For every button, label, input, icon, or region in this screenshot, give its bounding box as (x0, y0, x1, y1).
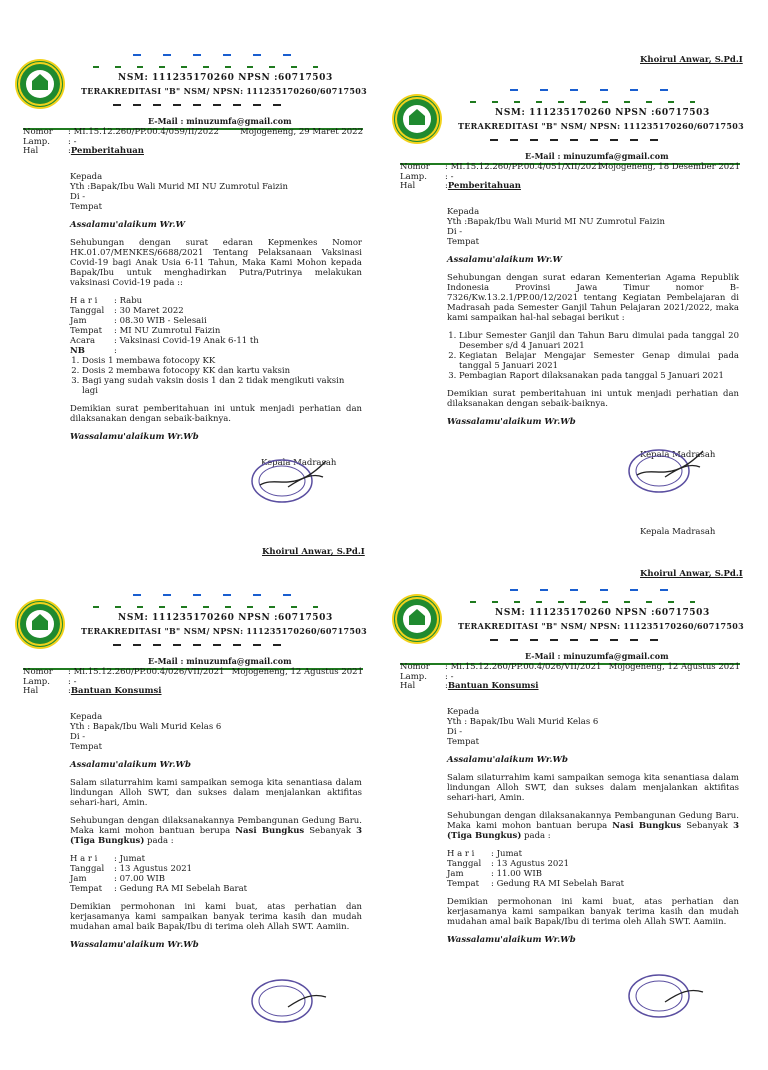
nomor-label: Nomor (400, 662, 430, 672)
di: Di - (70, 732, 86, 742)
lamp-value: : - (68, 676, 77, 687)
detail-value: : 11.00 WIB (491, 869, 542, 879)
yth: Yth : Bapak/Ibu Wali Murid Kelas 6 (447, 717, 599, 727)
nomor-value: : MI.15.12.260/PP.00.4/051/XII/2021 (445, 162, 603, 172)
detail-value: : Gedung RA MI Sebelah Barat (491, 879, 625, 889)
penutup: Demikian permohonan ini kami buat, atas perhatian dan kerjasamanya kami sampaikan banyak terima kasih dan mudah mudahan amal baik Bapak/Ibu di terima oleh Allah SWT. Aamiin. (447, 897, 739, 927)
detail-row (70, 336, 362, 346)
hal-value: Pemberitahuan (447, 181, 521, 191)
yth: Yth : Bapak/Ibu Wali Murid Kelas 6 (70, 722, 222, 732)
decorative-dash-line (470, 599, 695, 605)
nomor-label: Nomor (23, 667, 53, 677)
paragraph-1: Sehubungan dengan surat edaran Kepmenkes Nomor HK.01.07/MENKES/6688/2021 Tentang Pelaksanaan Vaksinasi Covid-19 bagi Anak Usia 6-11 Tahun, Maka Kami Mohon kepada Bapak/Ibu untuk menghadirkan Putra/Putrinya melakukan vaksinasi Covid-19 pada :: (70, 238, 362, 288)
paragraph-2 (447, 811, 739, 841)
decorative-dash-line (93, 604, 318, 610)
detail-value: : 30 Maret 2022 (114, 306, 184, 316)
detail-value: : 13 Agustus 2021 (491, 859, 570, 869)
decorative-dash-line (470, 87, 695, 93)
wassalam: Wassalamu'alaikum Wr.Wb (447, 935, 576, 945)
detail-row (447, 849, 739, 859)
detail-value: : Jumat (491, 849, 522, 859)
detail-key: NB (70, 346, 85, 356)
header-akreditasi: TERAKREDITASI "B" NSM/ NPSN: 111235170260/60717503 (81, 626, 367, 636)
para2-nasi-bungkus: Nasi Bungkus (235, 826, 305, 836)
list-item: 1. Libur Semester Ganjil dan Tahun Baru dimulai pada tanggal 20 Desember s/d 4 Januari 2021 (459, 331, 739, 351)
header-nsm: NSM: 111235170260 NPSN :60717503 (495, 608, 710, 618)
event-details (70, 854, 362, 894)
header-nsm: NSM: 111235170260 NPSN :60717503 (495, 108, 710, 118)
detail-value: : Rabu (114, 296, 143, 306)
event-details (70, 296, 362, 356)
detail-row (70, 296, 362, 306)
wassalam: Wassalamu'alaikum Wr.Wb (70, 940, 199, 950)
letter-vaksinasi (8, 40, 367, 530)
letter-body (70, 712, 362, 958)
hal-label: Hal (23, 686, 39, 696)
para2-part-c: Sebanyak (681, 821, 734, 831)
header-email: E-Mail : minuzumfa@gmail.com (148, 656, 292, 666)
decorative-dash-line (93, 64, 318, 70)
letter-body (70, 172, 362, 450)
tempat: Tempat (447, 237, 480, 247)
kepala-label-right: Kepala Madrasah (640, 527, 716, 537)
hal-prefix: : (445, 681, 448, 691)
para2-nasi-bungkus: Nasi Bungkus (612, 821, 682, 831)
stamp-signature (248, 975, 328, 1025)
header-nsm: NSM: 111235170260 NPSN :60717503 (118, 73, 333, 83)
nomor-value: : Mi.15.12.260/PP.00.4/026/VII/2021 (68, 667, 225, 677)
stamp-signature (625, 970, 705, 1020)
hal-label: Hal (400, 181, 416, 191)
header-email: E-Mail : minuzumfa@gmail.com (148, 116, 292, 126)
penutup: Demikian surat pemberitahuan ini untuk menjadi perhatian dan dilaksanakan dengan sebaik-baiknya. (447, 389, 739, 409)
letter-date: Mojogeneng, 29 Maret 2022 (239, 127, 363, 137)
nomor-value: : MI.15.12.260/PP.00.4/059/II/2022 (68, 127, 219, 137)
list-item: 2. Dosis 2 membawa fotocopy KK dan kartu vaksin (82, 366, 362, 376)
school-logo (14, 598, 66, 650)
detail-key: H a r i (70, 296, 98, 306)
letter-date: Mojogeneng, 12 Agustus 2021 (231, 667, 363, 677)
nomor-label: Nomor (400, 162, 430, 172)
letter-body (447, 207, 739, 435)
salam: Assalamu'alaikum Wr.W (70, 220, 186, 230)
detail-key: Jam (70, 874, 87, 884)
hal-label: Hal (400, 681, 416, 691)
header-email: E-Mail : minuzumfa@gmail.com (525, 651, 669, 661)
detail-key: H a r i (447, 849, 475, 859)
salam: Assalamu'alaikum Wr.Wb (447, 755, 568, 765)
detail-row (70, 874, 362, 884)
kepada: Kepada (70, 172, 103, 182)
kepada: Kepada (447, 207, 480, 217)
paragraph-1: Salam silaturrahim kami sampaikan semoga kita senantiasa dalam lindungan Alloh SWT, dan sukses dalam menjalankan aktifitas sehari-hari, Amin. (70, 778, 362, 808)
detail-value: : (114, 346, 117, 356)
di: Di - (447, 227, 463, 237)
hal-value: Pemberitahuan (70, 146, 144, 156)
list-item: 2. Kegiatan Belajar Mengajar Semester Genap dimulai pada tanggal 5 Januari 2021 (459, 351, 739, 371)
lamp-label: Lamp. (400, 671, 427, 682)
para2-part-c: Sebanyak (304, 826, 357, 836)
para2-part-a: Sehubungan dengan dilaksanakannya Pembangunan Gedung Baru. Maka kami mohon bantuan berupa (447, 811, 739, 831)
list-item: 3. Bagi yang sudah vaksin dosis 1 dan 2 tidak mengikuti vaksin lagi (82, 376, 362, 396)
header-nsm: NSM: 111235170260 NPSN :60717503 (118, 613, 333, 623)
list-item: 1. Dosis 1 membawa fotocopy KK (82, 356, 362, 366)
list-item: 3. Pembagian Raport dilaksanakan pada tanggal 5 Januari 2021 (459, 371, 739, 381)
detail-key: Tempat (447, 879, 480, 889)
paragraph-1: Sehubungan dengan surat edaran Kementerian Agama Republik Indonesia Provinsi Jawa Timur nomor B-7326/Kw.13.2.1/PP.00/12/2021 tentang Kegiatan Pembelajaran di Madrasah pada Semester Ganjil Tahun Pelajaran 2021/2022, maka kami sampaikan hal-hal sebagai berikut : (447, 273, 739, 323)
hal-value: Bantuan Konsumsi (70, 686, 162, 696)
di: Di - (70, 192, 86, 202)
detail-value: : Vaksinasi Covid-19 Anak 6-11 th (114, 336, 259, 346)
detail-key: Tanggal (447, 859, 482, 869)
detail-key: Tanggal (70, 864, 105, 874)
hal-prefix: : (68, 686, 71, 696)
detail-row (447, 859, 739, 869)
detail-row (70, 884, 362, 894)
tempat: Tempat (70, 202, 103, 212)
decorative-dash-line (470, 587, 695, 593)
detail-value: : 07.00 WIB (114, 874, 165, 884)
para2-part-e: pada : (521, 831, 551, 841)
school-logo (14, 58, 66, 110)
letter-body (447, 707, 739, 953)
detail-row (70, 326, 362, 336)
tempat: Tempat (447, 737, 480, 747)
header-akreditasi: TERAKREDITASI "B" NSM/ NPSN: 111235170260/60717503 (458, 621, 744, 631)
school-logo (391, 593, 443, 645)
detail-value: : MI NU Zumrotul Faizin (114, 326, 221, 336)
letter-libur-semester (385, 75, 744, 565)
announcement-list (447, 331, 739, 381)
yth: Yth :Bapak/Ibu Wali Murid MI NU Zumrotul Faizin (70, 182, 288, 192)
decorative-dash-line (93, 642, 318, 648)
detail-key: Tempat (70, 884, 103, 894)
lamp-label: Lamp. (400, 171, 427, 182)
letter-bantuan-konsumsi-2 (385, 575, 744, 1065)
nb-list (70, 356, 362, 396)
detail-value: : 13 Agustus 2021 (114, 864, 193, 874)
decorative-dash-line (93, 592, 318, 598)
detail-key: H a r i (70, 854, 98, 864)
salam: Assalamu'alaikum Wr.W (447, 255, 563, 265)
detail-row (70, 864, 362, 874)
signer-name-mid-right: Khoirul Anwar, S.Pd.I (640, 569, 743, 579)
header-akreditasi: TERAKREDITASI "B" NSM/ NPSN: 111235170260/60717503 (458, 121, 744, 131)
detail-key: Tempat (70, 326, 103, 336)
detail-row (70, 854, 362, 864)
penutup: Demikian surat pemberitahuan ini untuk menjadi perhatian dan dilaksanakan dengan sebaik-baiknya. (70, 404, 362, 424)
salam: Assalamu'alaikum Wr.Wb (70, 760, 191, 770)
letter-date: Mojogeneng, 18 Desember 2021 (599, 162, 740, 172)
stamp-signature (248, 455, 328, 505)
detail-row (70, 346, 362, 356)
letter-date: Mojogeneng, 12 Agustus 2021 (608, 662, 740, 672)
detail-key: Jam (447, 869, 464, 879)
kepada: Kepada (70, 712, 103, 722)
detail-key: Acara (70, 336, 96, 346)
signer-name-top-right: Khoirul Anwar, S.Pd.I (640, 55, 743, 65)
kepala-label: Kepala Madrasah (640, 450, 716, 460)
yth: Yth :Bapak/Ibu Wali Murid MI NU Zumrotul Faizin (447, 217, 665, 227)
decorative-dash-line (93, 102, 318, 108)
para2-jumlah: 3 (Tiga Bungkus) (70, 826, 363, 846)
para2-part-a: Sehubungan dengan dilaksanakannya Pembangunan Gedung Baru. Maka kami mohon bantuan berupa (70, 816, 362, 836)
hal-label: Hal (23, 146, 39, 156)
decorative-dash-line (470, 99, 695, 105)
detail-key: Tanggal (70, 306, 105, 316)
stamp-signature (625, 445, 705, 495)
letter-meta (400, 163, 745, 192)
header-email: E-Mail : minuzumfa@gmail.com (525, 151, 669, 161)
detail-row (70, 306, 362, 316)
nomor-value: : Mi.15.12.260/PP.00.4/026/VII/2021 (445, 662, 602, 672)
nomor-label: Nomor (23, 127, 53, 137)
decorative-dash-line (470, 137, 695, 143)
lamp-label: Lamp. (23, 676, 50, 687)
lamp-value: : - (68, 136, 77, 147)
detail-key: Jam (70, 316, 87, 326)
paragraph-1: Salam silaturrahim kami sampaikan semoga kita senantiasa dalam lindungan Alloh SWT, dan sukses dalam menjalankan aktifitas sehari-hari, Amin. (447, 773, 739, 803)
header-akreditasi: TERAKREDITASI "B" NSM/ NPSN: 111235170260/60717503 (81, 86, 367, 96)
lamp-label: Lamp. (23, 136, 50, 147)
tempat: Tempat (70, 742, 103, 752)
lamp-value: : - (445, 171, 454, 182)
detail-row (70, 316, 362, 326)
kepada: Kepada (447, 707, 480, 717)
wassalam: Wassalamu'alaikum Wr.Wb (70, 432, 199, 442)
decorative-dash-line (470, 637, 695, 643)
para2-part-e: pada : (144, 836, 174, 846)
kepala-label: Kepala Madrasah (261, 458, 337, 468)
detail-value: : 08.30 WIB - Selesaii (114, 316, 207, 326)
decorative-dash-line (93, 52, 318, 58)
event-details (447, 849, 739, 889)
detail-value: : Jumat (114, 854, 145, 864)
wassalam: Wassalamu'alaikum Wr.Wb (447, 417, 576, 427)
detail-row (447, 869, 739, 879)
di: Di - (447, 727, 463, 737)
signer-name-mid-left: Khoirul Anwar, S.Pd.I (262, 547, 365, 557)
letter-bantuan-konsumsi-1 (8, 580, 367, 1070)
school-logo (391, 93, 443, 145)
letter-meta (23, 128, 368, 157)
lamp-value: : - (445, 671, 454, 682)
hal-prefix: : (445, 181, 448, 191)
penutup: Demikian permohonan ini kami buat, atas perhatian dan kerjasamanya kami sampaikan banyak terima kasih dan mudah mudahan amal baik Bapak/Ibu di terima oleh Allah SWT. Aamiin. (70, 902, 362, 932)
paragraph-2 (70, 816, 362, 846)
hal-prefix: : (68, 146, 71, 156)
hal-value: Bantuan Konsumsi (447, 681, 539, 691)
para2-jumlah: 3 (Tiga Bungkus) (447, 821, 740, 841)
letter-meta (400, 663, 745, 692)
detail-row (447, 879, 739, 889)
detail-value: : Gedung RA MI Sebelah Barat (114, 884, 248, 894)
letter-meta (23, 668, 368, 697)
